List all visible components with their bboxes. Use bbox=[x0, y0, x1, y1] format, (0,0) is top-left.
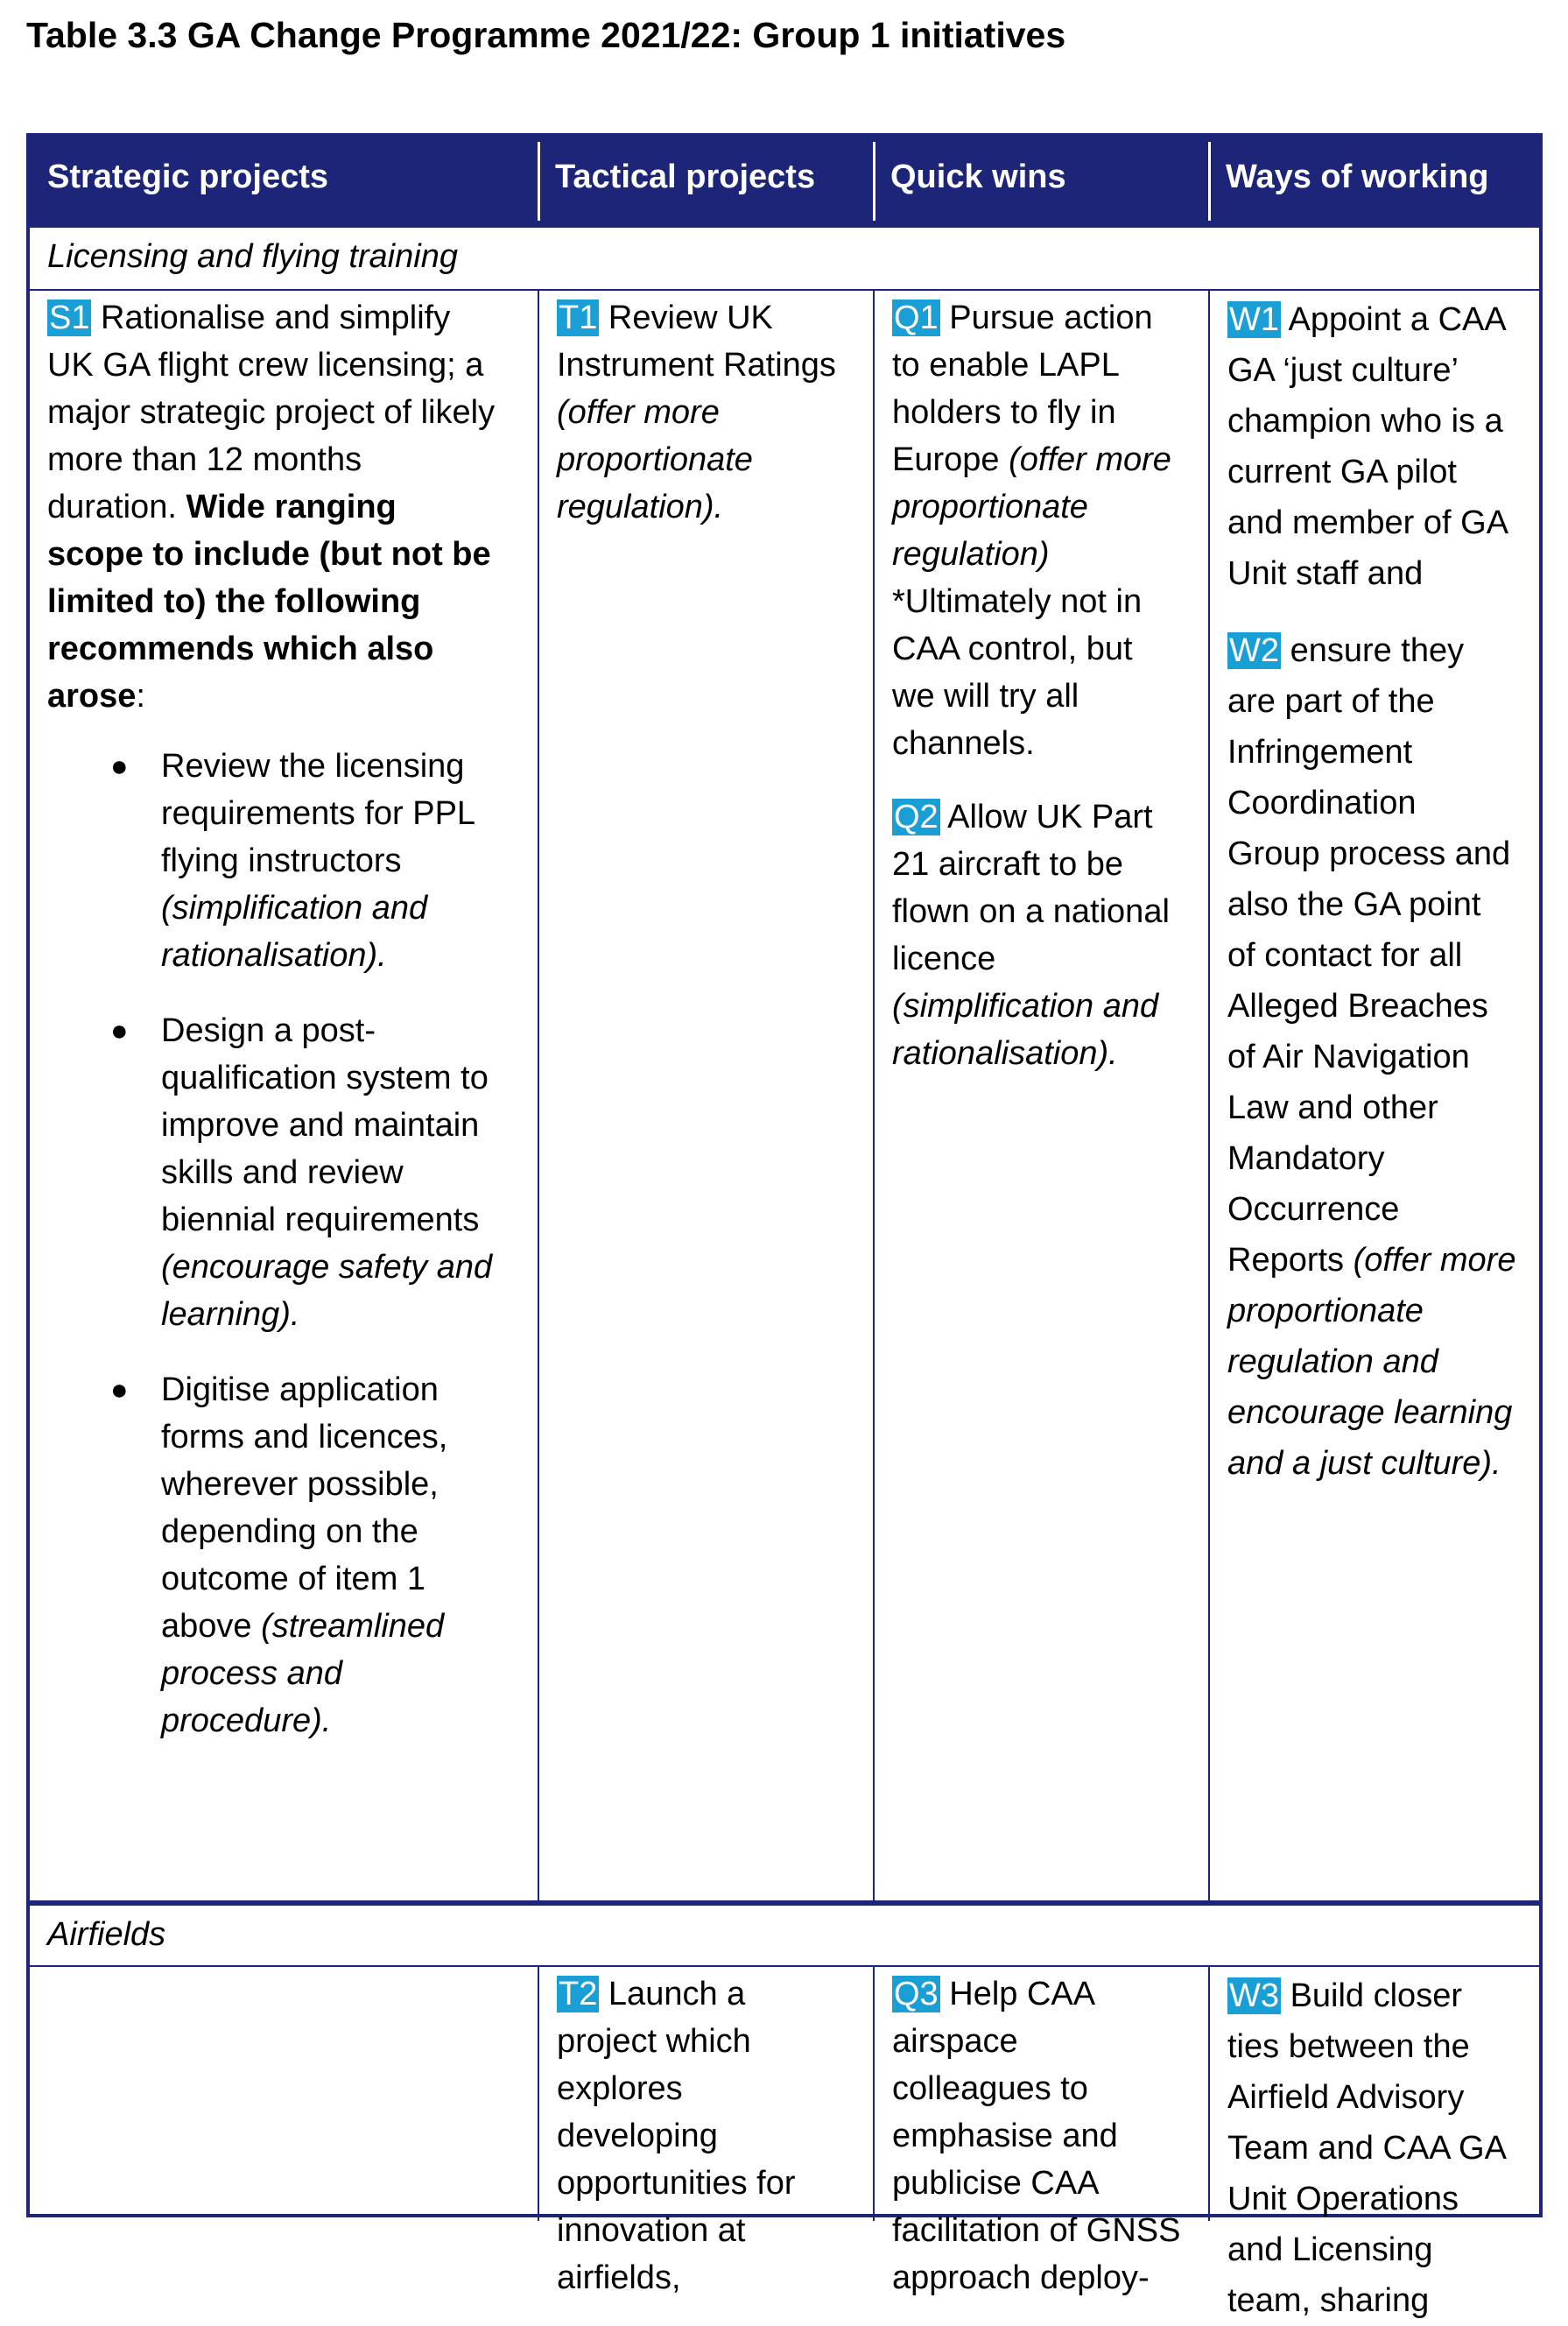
s1-bold-text: limited to) the following bbox=[47, 583, 421, 620]
t1-text: Instrument Ratings bbox=[557, 347, 836, 384]
badge-q2: Q2 bbox=[894, 799, 939, 835]
t1-italic-text: proportionate bbox=[557, 441, 753, 478]
s1-bold-text: arose bbox=[47, 678, 137, 715]
list-item: ● Design a post- qualification system to improve and maintain skills and review biennial requirements (encourage safety and learning). bbox=[47, 1007, 524, 1338]
badge-q1: Q1 bbox=[894, 300, 939, 336]
s1-text: UK GA flight crew licensing; a bbox=[47, 347, 484, 384]
entry-q1: Q1 Pursue action to enable LAPL holders to fly in Europe (offer more proportionate regulation) *Ultimately not in CAA control, but we will try all channels. bbox=[892, 300, 1171, 762]
entry-q2: Q2 Allow UK Part 21 aircraft to be flown on a national licence (simplification and rationalisation). bbox=[892, 799, 1170, 1072]
bullet-icon: ● bbox=[110, 1373, 129, 1406]
s1-text: Rationalise and simplify bbox=[101, 300, 451, 336]
list-item: ● Digitise application forms and licences, wherever possible, depending on the outcome of item 1 above (streamlined process and procedure). bbox=[47, 1366, 524, 1744]
badge-s1: S1 bbox=[49, 300, 90, 336]
cell-strategic-airfields-empty bbox=[30, 1967, 538, 2212]
badge-w1: W1 bbox=[1229, 301, 1279, 338]
initiatives-table bbox=[26, 133, 1543, 2319]
badge-w2: W2 bbox=[1229, 632, 1279, 669]
cell-t1 bbox=[539, 291, 873, 531]
t1-italic-text: regulation). bbox=[557, 489, 724, 525]
header-ways-of-working: Ways of working bbox=[1226, 159, 1489, 195]
badge-w3: W3 bbox=[1229, 1977, 1279, 2014]
list-item: ● Review the licensing requirements for PPL flying instructors (simplification and rationalisation). bbox=[47, 743, 524, 979]
badge-q3: Q3 bbox=[894, 1976, 939, 2012]
cell-s1 bbox=[30, 291, 538, 1773]
s1-text: duration. bbox=[47, 489, 177, 525]
cell-q3: Q3 Help CAA airspace colleagues to emphasise and publicise CAA facilitation of GNSS approach deploy- bbox=[892, 1976, 1181, 2296]
s1-text: major strategic project of likely bbox=[47, 394, 496, 431]
bullet-icon: ● bbox=[110, 750, 129, 783]
column-divider bbox=[538, 291, 539, 1904]
header-quick-wins: Quick wins bbox=[890, 159, 1066, 195]
s1-text: : bbox=[136, 678, 145, 715]
cell-t2: T2 Launch a project which explores developing opportunities for innovation at airfields, bbox=[557, 1976, 796, 2296]
cell-w3: W3 Build closer ties between the Airfield Advisory Team and CAA GA Unit Operations and Licensing team, sharing bbox=[1227, 1977, 1507, 2319]
s1-bold-text: Wide ranging bbox=[186, 489, 397, 525]
section-label: Licensing and flying training bbox=[47, 238, 458, 275]
s1-bold-text: recommends which also bbox=[47, 631, 434, 667]
t1-text: Review UK bbox=[608, 300, 773, 336]
cell-ways-of-working bbox=[1210, 291, 1541, 1489]
entry-w2: W2 ensure they are part of the Infringement Coordination Group process and also the GA point of contact for all Alleged Breaches of Air Navigation Law and other Mandatory Occurrence Reports (offer more proportionate regulation and encourage learning and a just culture). bbox=[1227, 632, 1516, 1482]
t1-italic-text: (offer more bbox=[557, 394, 720, 431]
section-airfields bbox=[30, 1906, 1539, 1967]
badge-t1: T1 bbox=[559, 300, 598, 336]
section-licensing bbox=[30, 228, 1539, 291]
cell-quick-wins bbox=[875, 291, 1208, 1077]
page-title: Table 3.3 GA Change Programme 2021/22: Group 1 initiatives bbox=[26, 15, 1066, 55]
s1-text: more than 12 months bbox=[47, 441, 362, 478]
header-strategic-projects: Strategic projects bbox=[47, 159, 328, 195]
badge-t2: T2 bbox=[559, 1976, 598, 2012]
section-label: Airfields bbox=[47, 1916, 166, 1953]
table-header-row bbox=[30, 137, 1539, 228]
bullet-icon: ● bbox=[110, 1014, 129, 1047]
entry-w1: W1 Appoint a CAA GA ‘just culture’ champion who is a current GA pilot and member of GA Unit staff and bbox=[1227, 301, 1509, 592]
s1-bold-text: scope to include (but not be bbox=[47, 536, 491, 573]
s1-bullet-list bbox=[47, 743, 524, 1744]
header-tactical-projects: Tactical projects bbox=[555, 159, 816, 195]
